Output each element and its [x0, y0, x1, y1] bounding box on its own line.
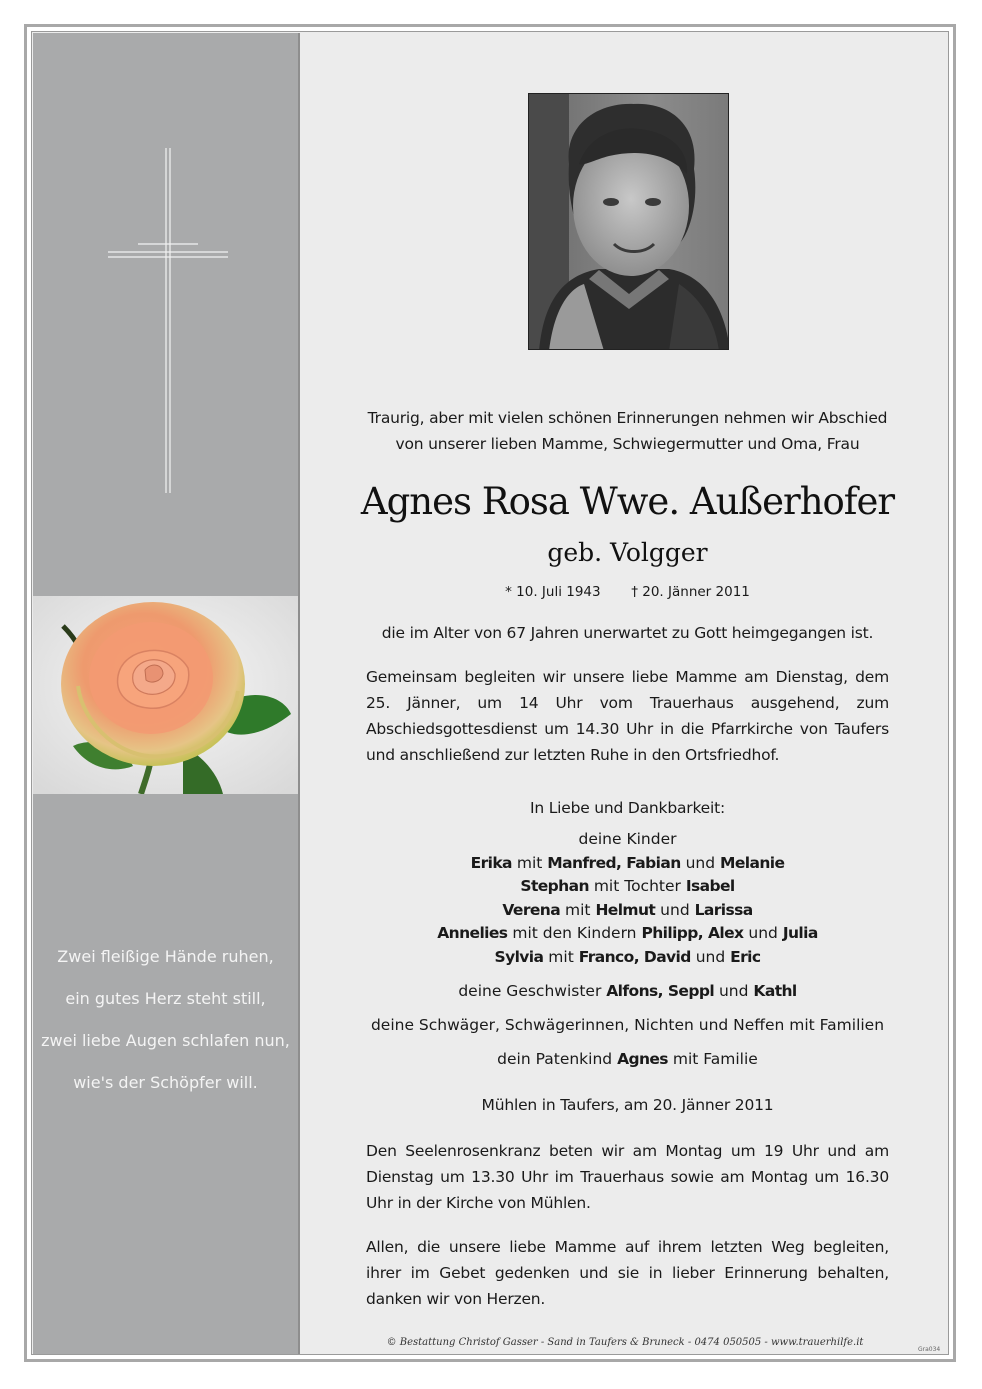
connector-text: mit Familie — [672, 1050, 758, 1068]
grandchild-name: Isabel — [685, 877, 735, 895]
godchild-label: dein Patenkind — [497, 1050, 613, 1068]
rose-image — [33, 596, 298, 794]
child-name: Annelies — [437, 924, 508, 942]
footer-credit: © Bestattung Christof Gasser - Sand in Taufers & Bruneck - 0474 050505 - www.trauerhilfe.it — [386, 1337, 864, 1348]
children-heading: deine Kinder — [578, 830, 677, 848]
grandchild-name: Melanie — [720, 853, 785, 872]
intro-line-2: von unserer lieben Mamme, Schwiegermutter und Oma, Frau — [395, 435, 860, 453]
rosary-text: Den Seelenrosenkranz beten wir am Montag um 19 Uhr und am Dienstag um 13.30 Uhr im Trauerhaus sowie am Montag um 16.30 Uhr in der Kirche von Mühlen. — [366, 1142, 889, 1212]
birth-name: geb. Volgger — [547, 538, 708, 567]
deceased-name: Agnes Rosa Wwe. Außerhofer — [360, 480, 895, 523]
template-code: Gra034 — [918, 1346, 941, 1353]
grandchild-name: Julia — [782, 924, 818, 942]
poem-line: Zwei fleißige Hände ruhen, — [57, 947, 274, 966]
connector-text: mit — [565, 900, 591, 919]
connector-text: und — [718, 982, 749, 1000]
poem-line: zwei liebe Augen schlafen nun, — [41, 1031, 290, 1050]
grandchild-name: Philipp, — [641, 924, 704, 942]
connector-text: mit — [516, 853, 543, 872]
child-line — [366, 852, 889, 876]
born-symbol: * — [505, 584, 512, 600]
connector-text: mit Tochter — [593, 877, 681, 895]
sibling-name: Kathl — [753, 982, 797, 1000]
in-laws-line: deine Schwäger, Schwägerinnen, Nichten und Neffen mit Familien — [370, 1016, 885, 1034]
spouse-name: Franco, — [578, 947, 639, 966]
grandchild-name: Eric — [730, 947, 761, 966]
cross-icon — [108, 148, 228, 493]
child-line — [366, 946, 889, 970]
died-symbol: † — [631, 584, 638, 600]
age-line: die im Alter von 67 Jahren unerwartet zu Gott heimgegangen ist. — [381, 624, 874, 642]
child-line — [366, 875, 889, 899]
grandchild-name: Fabian — [626, 853, 681, 872]
poem-line: wie's der Schöpfer will. — [73, 1073, 258, 1092]
connector-text: und — [660, 900, 690, 919]
child-name: Erika — [470, 853, 512, 872]
intro-line-1: Traurig, aber mit vielen schönen Erinnerungen nehmen wir Abschied — [367, 409, 888, 427]
connector-text: mit — [548, 947, 574, 966]
siblings-label: deine Geschwister — [458, 982, 602, 1000]
grandchild-name: Alex — [708, 924, 744, 942]
grandchild-name: David — [643, 947, 691, 966]
sidebar-divider — [298, 33, 300, 1354]
child-name: Sylvia — [494, 947, 544, 966]
funeral-text: Gemeinsam begleiten wir unsere liebe Mamme am Dienstag, dem 25. Jänner, um 14 Uhr vom Trauerhaus ausgehend, zum Abschiedsgottesdienst um 14.30 Uhr in die Pfarrkirche von Taufers und anschließend zur letzten Ruhe in den Ortsfriedhof. — [366, 668, 889, 764]
born-date: 10. Juli 1943 — [516, 584, 601, 600]
thanks-text: Allen, die unsere liebe Mamme auf ihrem letzten Weg begleiten, ihrer im Gebet gedenken und sie in lieber Erinnerung behalten, danken wir von Herzen. — [366, 1238, 889, 1308]
connector-text: und — [685, 853, 716, 872]
mourners-heading: In Liebe und Dankbarkeit: — [529, 799, 726, 817]
child-line — [366, 899, 889, 923]
connector-text: und — [748, 924, 778, 942]
godchild-line — [366, 1048, 889, 1072]
children-block — [366, 828, 889, 969]
siblings-line — [366, 980, 889, 1004]
connector-text: und — [695, 947, 726, 966]
spouse-name: Manfred, — [547, 853, 622, 872]
portrait-photo — [528, 93, 729, 350]
life-dates — [366, 584, 889, 600]
died-date: 20. Jänner 2011 — [642, 584, 750, 600]
grandchild-name: Larissa — [694, 900, 753, 919]
spouse-name: Helmut — [595, 900, 656, 919]
sibling-name: Seppl — [667, 982, 715, 1000]
child-line — [366, 922, 889, 946]
intro-text — [366, 405, 889, 457]
poem-line: ein gutes Herz steht still, — [65, 989, 266, 1008]
poem — [33, 936, 298, 1104]
child-name: Verena — [502, 900, 561, 919]
connector-text: mit den Kindern — [512, 924, 637, 942]
child-name: Stephan — [520, 877, 589, 895]
sibling-name: Alfons, — [606, 982, 663, 1000]
place-date: Mühlen in Taufers, am 20. Jänner 2011 — [481, 1096, 774, 1114]
godchild-name: Agnes — [617, 1050, 668, 1068]
